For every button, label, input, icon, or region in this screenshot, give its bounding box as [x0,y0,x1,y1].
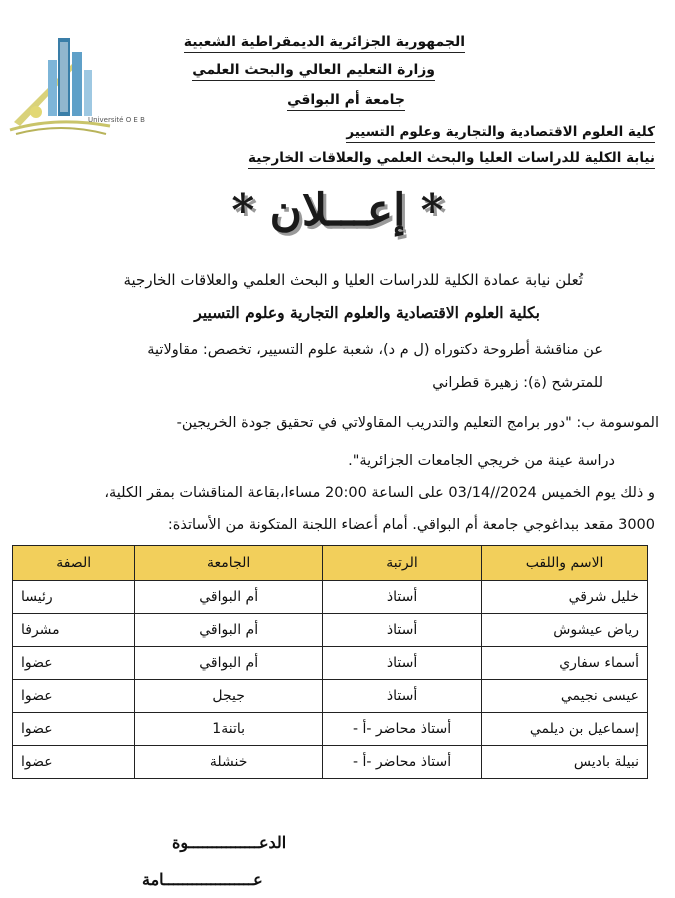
member-rank: أستاذ [322,647,481,680]
vice-deanship-name: نيابة الكلية للدراسات العليا والبحث العلمي والعلاقات الخارجية [248,150,655,166]
faculty-name: كلية العلوم الاقتصادية والتجارية وعلوم التسيير [346,124,655,140]
header-university: الجامعة [135,546,323,581]
table-row [13,581,648,614]
republic-name: الجمهورية الجزائرية الديمقراطية الشعبية [184,34,465,50]
committee-table [12,545,648,779]
defense-description: عن مناقشة أطروحة دكتوراه (ل م د)، شعبة علوم التسيير، تخصص: مقاولاتية [147,342,603,358]
member-university: أم البواقي [135,581,323,614]
member-role: عضوا [13,746,135,779]
table-row [13,647,648,680]
announcement-title: * إعـــلان * [231,185,444,236]
thesis-title-line-2: دراسة عينة من خريجي الجامعات الجزائرية". [348,453,615,469]
member-name: إسماعيل بن ديلمي [482,713,648,746]
member-name: رياض عيشوش [482,614,648,647]
member-university: أم البواقي [135,614,323,647]
member-rank: أستاذ محاضر -أ - [322,746,481,779]
ministry-name: وزارة التعليم العالي والبحث العلمي [192,62,435,78]
table-row [13,746,648,779]
university-name: جامعة أم البواقي [287,92,405,108]
member-role: رئيسا [13,581,135,614]
member-university: جيجل [135,680,323,713]
invitation-label: الدعـــــــــــــــوة [172,833,287,852]
table-row [13,680,648,713]
table-row [13,614,648,647]
member-name: عيسى نجيمي [482,680,648,713]
member-rank: أستاذ [322,680,481,713]
member-rank: أستاذ [322,581,481,614]
university-logo [6,30,145,142]
member-role: مشرفا [13,614,135,647]
table-row [13,713,648,746]
member-role: عضوا [13,647,135,680]
public-label: عـــــــــــــــــــامة [142,870,263,889]
table-header-row [13,546,648,581]
announcement-line-1: تُعلن نيابة عمادة الكلية للدراسات العليا و البحث العلمي والعلاقات الخارجية [123,271,583,289]
header-role: الصفة [13,546,135,581]
header-rank: الرتبة [322,546,481,581]
defense-date-line: و ذلك يوم الخميس 2024//03/14 على الساعة 20:00 مساءا،بقاعة المناقشات بمقر الكلية، [104,485,655,501]
announcement-line-2: بكلية العلوم الاقتصادية والعلوم التجارية وعلوم التسيير [194,303,540,322]
member-role: عضوا [13,680,135,713]
member-rank: أستاذ محاضر -أ - [322,713,481,746]
thesis-title-line-1: الموسومة ب: "دور برامج التعليم والتدريب المقاولاتي في تحقيق جودة الخريجين- [176,415,659,431]
member-university: باتنة1 [135,713,323,746]
defense-location-line: 3000 مقعد ببداغوجي جامعة أم البواقي. أمام أعضاء اللجنة المتكونة من الأساتذة: [167,517,655,533]
member-name: أسماء سفاري [482,647,648,680]
member-name: خليل شرقي [482,581,648,614]
member-name: نبيلة باديس [482,746,648,779]
logo-text: Université O E B [88,116,145,124]
candidate-name: للمترشح (ة): زهيرة قطراني [432,375,603,391]
header-name: الاسم واللقب [482,546,648,581]
member-university: أم البواقي [135,647,323,680]
member-university: خنشلة [135,746,323,779]
member-rank: أستاذ [322,614,481,647]
member-role: عضوا [13,713,135,746]
